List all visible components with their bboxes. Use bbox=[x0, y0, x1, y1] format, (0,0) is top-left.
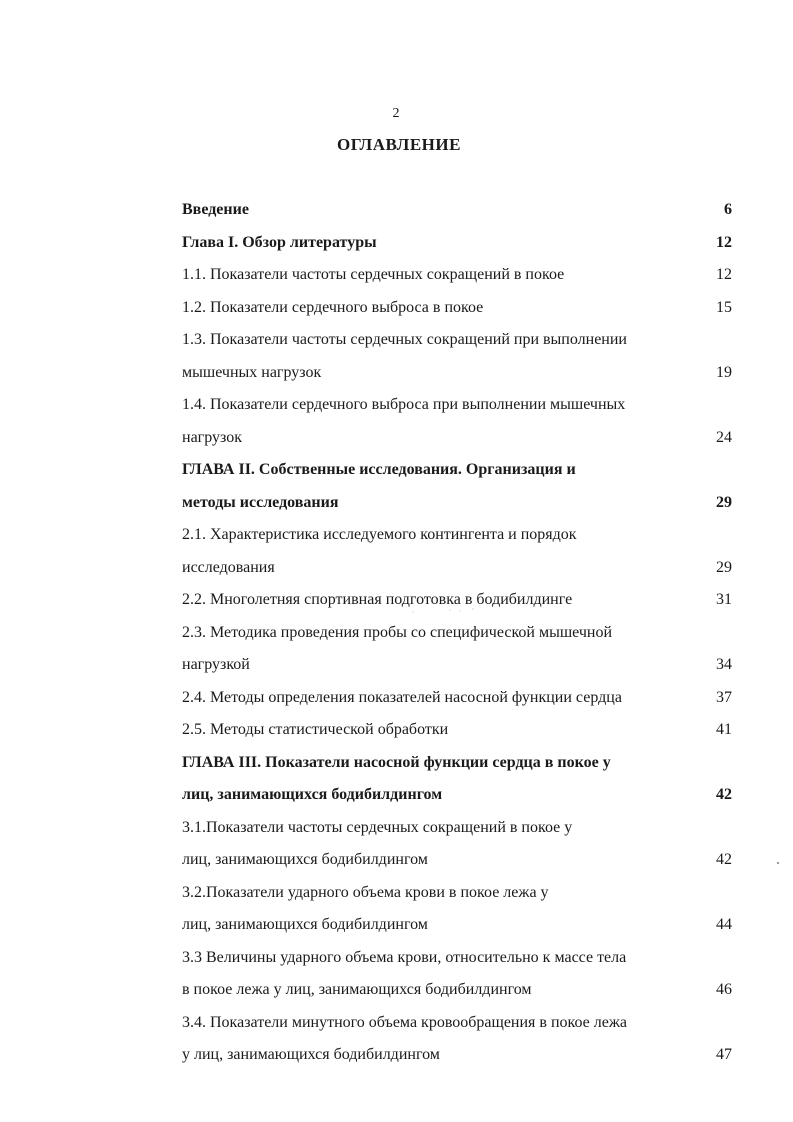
toc-entry bbox=[182, 454, 732, 487]
toc-entry-page-number: 29 bbox=[716, 493, 732, 511]
toc-entry-page-number: 24 bbox=[716, 428, 732, 446]
toc-entry-title: ГЛАВА III. Показатели насосной функции сердца в покое у bbox=[182, 753, 611, 771]
toc-entry-page-number: 37 bbox=[716, 688, 732, 706]
toc-entry bbox=[182, 552, 732, 585]
toc-entry bbox=[182, 682, 732, 715]
toc-entry-page-number: 15 bbox=[716, 298, 732, 316]
toc-entry bbox=[182, 194, 732, 227]
toc-entry-page-number: 42 bbox=[716, 851, 732, 868]
toc-entry bbox=[182, 909, 732, 942]
toc-entry-title: 1.3. Показатели частоты сердечных сокращений при выполнении bbox=[182, 331, 627, 348]
toc-entry bbox=[182, 389, 732, 422]
toc-entry-title: у лиц, занимающихся бодибилдингом bbox=[182, 1046, 440, 1063]
page-number: 2 bbox=[392, 106, 400, 121]
toc-entry bbox=[182, 877, 732, 910]
toc-entry-title: нагрузкой bbox=[182, 656, 250, 673]
toc-entry-page-number: 12 bbox=[716, 266, 732, 283]
toc-entry-title: 3.2.Показатели ударного объема крови в покое лежа у bbox=[182, 883, 549, 901]
toc-entry-page-number: 41 bbox=[716, 721, 732, 738]
toc-entry bbox=[182, 812, 732, 845]
toc-entry bbox=[182, 324, 732, 357]
toc-entry-title: ГЛАВА II. Собственные исследования. Организация и bbox=[182, 461, 576, 478]
toc-entry-title: лиц, занимающихся бодибилдингом bbox=[182, 916, 428, 933]
scan-artifact-dot bbox=[777, 862, 779, 864]
toc-entry bbox=[182, 519, 732, 552]
toc-entry bbox=[182, 714, 732, 747]
toc-entry bbox=[182, 227, 732, 260]
toc-entry-title: 1.4. Показатели сердечного выброса при выполнении мышечных bbox=[182, 396, 626, 413]
toc-entry-page-number: 34 bbox=[716, 656, 732, 673]
toc-entry-title: Глава I. Обзор литературы bbox=[182, 233, 377, 251]
toc-entry-page-number: 46 bbox=[716, 981, 732, 998]
toc-entry-title: 2.3. Методика проведения пробы со специфической мышечной bbox=[182, 623, 613, 641]
toc-entry-title: исследования bbox=[182, 558, 275, 576]
toc-entry-page-number: 6 bbox=[724, 201, 732, 218]
toc-entry-title: 3.1.Показатели частоты сердечных сокращений в покое у bbox=[182, 818, 573, 836]
toc-entry-title: 2.2. Многолетняя спортивная подготовка в бодибилдинге bbox=[182, 591, 573, 608]
toc-entry bbox=[182, 1039, 732, 1072]
toc-entry-title: 3.3 Величины ударного объема крови, относительно к массе тела bbox=[182, 948, 627, 966]
toc-entry bbox=[182, 292, 732, 325]
toc-entry-title: 1.1. Показатели частоты сердечных сокращений в покое bbox=[182, 266, 565, 283]
toc-entry bbox=[182, 779, 732, 812]
toc-entry bbox=[182, 974, 732, 1007]
toc-entry-title: 2.4. Методы определения показателей насосной функции сердца bbox=[182, 688, 622, 706]
toc-entry-page-number: 31 bbox=[716, 591, 732, 608]
toc-entry-page-number: 12 bbox=[716, 233, 732, 251]
toc-entry bbox=[182, 1007, 732, 1040]
toc-entry-page-number: 47 bbox=[716, 1046, 732, 1063]
scan-artifact bbox=[410, 607, 480, 617]
toc-entry-title: лиц, занимающихся бодибилдингом bbox=[182, 851, 428, 868]
toc-entry-title: методы исследования bbox=[182, 493, 339, 511]
page-title: ОГЛАВЛЕНИЕ bbox=[337, 135, 461, 154]
toc-entry-title: 3.4. Показатели минутного объема кровообращения в покое лежа bbox=[182, 1013, 628, 1031]
toc-entry bbox=[182, 649, 732, 682]
toc-entry-page-number: 19 bbox=[716, 363, 732, 381]
toc-entry bbox=[182, 357, 732, 390]
toc-entry bbox=[182, 844, 732, 877]
toc-entry bbox=[182, 747, 732, 780]
toc-entry-page-number: 42 bbox=[716, 786, 732, 803]
toc-entry-title: нагрузок bbox=[182, 428, 243, 446]
toc-entry-title: лиц, занимающихся бодибилдингом bbox=[182, 786, 443, 803]
toc-entry bbox=[182, 259, 732, 292]
toc-entry bbox=[182, 422, 732, 455]
table-of-contents bbox=[182, 194, 732, 1072]
toc-entry bbox=[182, 617, 732, 650]
toc-entry-page-number: 44 bbox=[716, 916, 732, 933]
toc-entry-title: в покое лежа у лиц, занимающихся бодибилдингом bbox=[182, 981, 532, 998]
toc-entry-title: 1.2. Показатели сердечного выброса в покое bbox=[182, 298, 484, 316]
toc-entry-title: 2.5. Методы статистической обработки bbox=[182, 721, 449, 738]
toc-entry-title: 2.1. Характеристика исследуемого контингента и порядок bbox=[182, 526, 577, 543]
toc-entry-page-number: 29 bbox=[716, 558, 732, 576]
toc-entry-title: мышечных нагрузок bbox=[182, 363, 322, 381]
toc-entry-title: Введение bbox=[182, 201, 249, 218]
toc-entry bbox=[182, 942, 732, 975]
toc-entry bbox=[182, 487, 732, 520]
